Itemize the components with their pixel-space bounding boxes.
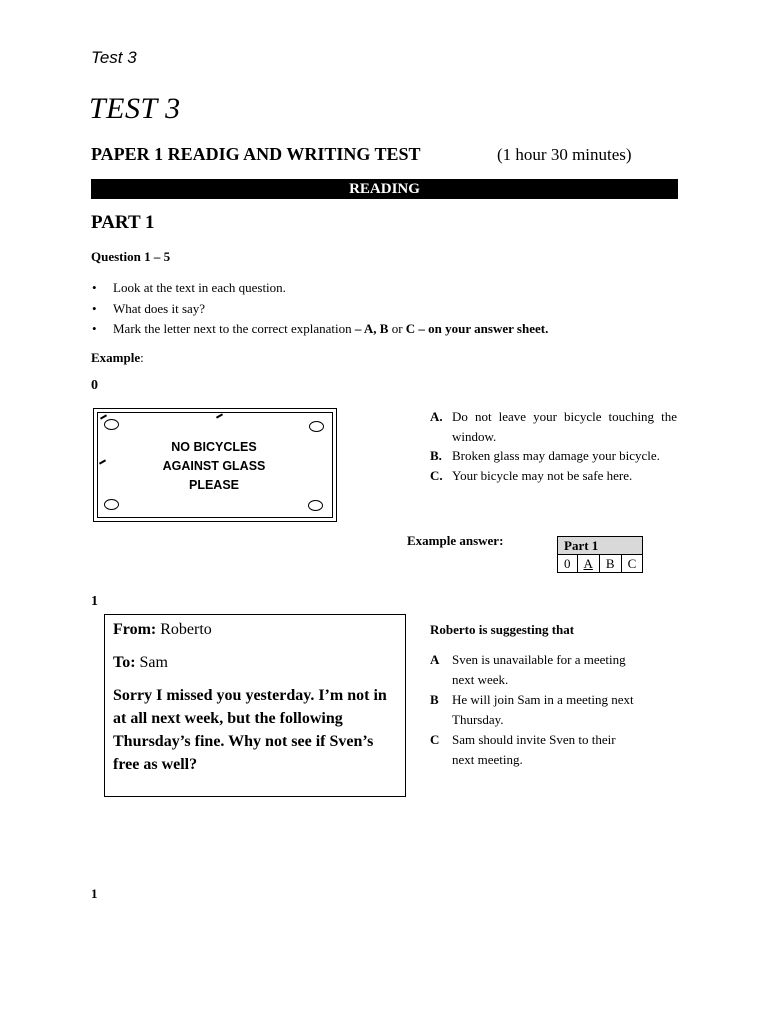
sign-line: NO BICYCLES — [171, 440, 257, 454]
to-value: Sam — [139, 654, 168, 671]
example-answer-table — [557, 536, 643, 573]
option-a — [430, 407, 677, 446]
instruction-emphasis: – A, B — [354, 321, 389, 336]
option-text: Broken glass may damage your bicycle. — [452, 448, 660, 463]
question-number: 1 — [91, 594, 98, 609]
question-range: Question 1 – 5 — [91, 249, 171, 264]
option-b — [430, 690, 640, 730]
option-letter: B — [430, 692, 439, 707]
option-b — [430, 446, 677, 466]
page-header-label: Test 3 — [91, 48, 137, 67]
example-options — [430, 407, 677, 485]
sign-line: PLEASE — [188, 478, 239, 492]
instruction-item — [91, 299, 548, 320]
paper-duration: (1 hour 30 minutes) — [497, 145, 632, 164]
option-letter: B. — [430, 448, 442, 463]
option-c — [430, 466, 677, 486]
option-c — [430, 730, 640, 770]
instruction-text: Look at the text in each question. — [113, 280, 286, 295]
example-colon: : — [140, 350, 144, 365]
screw-icon — [104, 419, 119, 430]
part-title: PART 1 — [91, 212, 155, 233]
option-letter: A. — [430, 409, 443, 424]
answer-cell: 0 — [558, 555, 578, 573]
section-banner: READING — [91, 179, 678, 199]
screw-icon — [308, 500, 323, 511]
screw-icon — [104, 499, 119, 510]
option-text: Your bicycle may not be safe here. — [452, 467, 633, 483]
option-text: Do not leave your bicycle touching the window. — [452, 409, 677, 444]
example-heading — [91, 350, 144, 366]
option-letter: C — [430, 732, 440, 747]
from-label: From: — [113, 621, 157, 638]
answer-cell-selected: A — [577, 555, 599, 573]
question-prompt: Roberto is suggesting that — [430, 622, 575, 637]
instruction-text: What does it say? — [113, 300, 206, 316]
instruction-item — [91, 278, 548, 299]
example-label: Example — [91, 350, 141, 365]
instruction-text: Mark the letter next to the correct explanation — [113, 321, 355, 336]
instruction-emphasis: C – on your answer sheet. — [405, 321, 549, 336]
option-letter: C. — [430, 467, 443, 483]
instruction-item — [91, 319, 548, 340]
option-letter: A — [430, 652, 440, 667]
from-value: Roberto — [160, 621, 212, 638]
message-body: Sorry I missed you yesterday. I’m not in at all next week, but the following Thursday’s fine. Why not see if Sven’s free as well? — [113, 687, 387, 773]
example-number: 0 — [91, 378, 98, 393]
answer-table-header: Part 1 — [558, 537, 643, 555]
sign-line: AGAINST GLASS — [162, 459, 266, 473]
to-label: To: — [113, 654, 136, 671]
option-text: He will join Sam in a meeting next Thursday. — [452, 692, 634, 727]
screw-icon — [309, 421, 324, 432]
example-answer-label: Example answer: — [407, 533, 504, 548]
instructions-list — [91, 278, 548, 340]
answer-cell: C — [621, 555, 643, 573]
option-a — [430, 650, 640, 690]
paper-title: PAPER 1 READIG AND WRITING TEST — [91, 144, 421, 164]
answer-cell: B — [599, 555, 621, 573]
option-text: Sam should invite Sven to their next meeting. — [452, 732, 616, 767]
test-title: TEST 3 — [89, 92, 181, 125]
page-number: 1 — [91, 886, 98, 901]
message-to — [113, 654, 168, 672]
instruction-text: or — [388, 321, 406, 336]
option-text: Sven is unavailable for a meeting next week. — [452, 652, 626, 687]
message-from — [113, 621, 212, 639]
sign-text — [97, 438, 331, 495]
question-options — [430, 650, 640, 770]
